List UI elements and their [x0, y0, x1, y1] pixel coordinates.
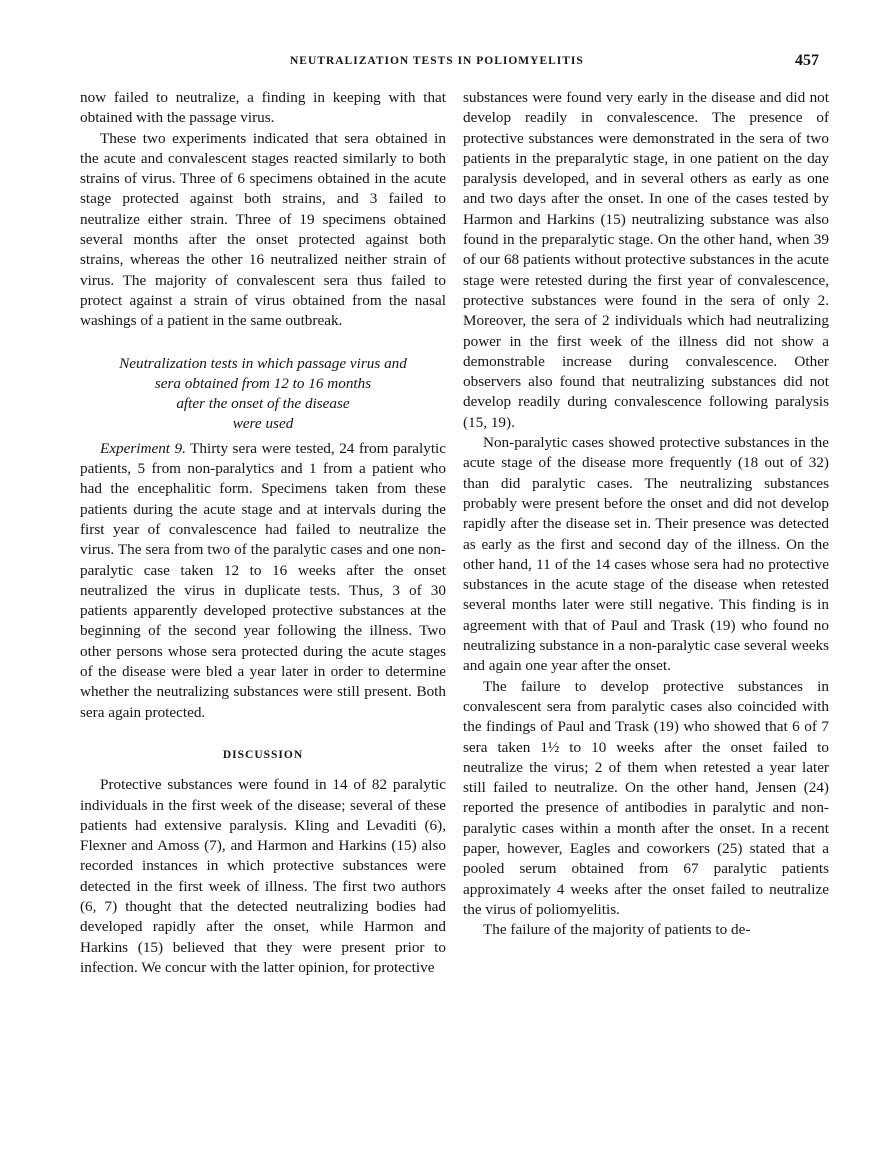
subheading-line: were used	[232, 415, 294, 433]
subheading-line: Neutralization tests in which passage virus and	[119, 354, 407, 372]
running-head	[0, 52, 890, 74]
paragraph-final-line: The failure of the majority of patients to de-	[483, 921, 751, 939]
paragraph-experiment-9	[80, 439, 446, 723]
discussion-heading: DISCUSSION	[222, 748, 304, 761]
paragraph-convalescent-sera: The failure to develop protective substances in convalescent sera from paralytic cases also coincided with the findings of Paul and Trask (19) who showed that 6 of 7 sera taken 1½ to 10 weeks after the onset failed to neutralize the virus; 2 of them when retested a year later still failed to neutralize. On the other hand, Jensen (24) reported the presence of antibodies in paralytic and non-paralytic cases within a month after the onset. In a recent paper, however, Eagles and coworkers (25) stated that a pooled serum obtained from 67 paralytic patients approximately 4 weeks after the onset failed to neutralize the virus of poliomyelitis.	[463, 677, 829, 918]
experiment-text: Thirty sera were tested, 24 from paralytic patients, 5 from non-paralytics and 1 from a patient who had the encephalitic form. Specimens taken from these patients during the acute stage and at intervals during the first year of convalescence had failed to neutralize the virus. The sera from two of the paralytic cases and one non-paralytic case taken 12 to 16 weeks after the onset neutralized the virus in duplicate tests. Thus, 3 of 30 patients apparently developed protective substances at the beginning of the second year following the illness. Two other persons whose sera protected during the acute stages of the disease were bled a year later in order to determine whether the neutralizing substances were still present. Both sera again protected.	[80, 439, 446, 721]
paragraph-experiments-summary: These two experiments indicated that sera obtained in the acute and convalescent stages reacted similarly to both strains of virus. Three of 6 specimens obtained in the acute stage protected against both strains, and 3 failed to neutralize either strain. Three of 19 specimens obtained several months after the onset protected against both strains, whereas the other 16 neutralized neither strain of virus. The majority of convalescent sera thus failed to protect against a strain of virus obtained from the nasal washings of a patient in the same outbreak.	[80, 129, 446, 330]
section-subheading	[98, 354, 428, 435]
subheading-line: sera obtained from 12 to 16 months	[154, 374, 372, 392]
paragraph-discussion: Protective substances were found in 14 of 82 paralytic individuals in the first week of the disease; several of these patients had extensive paralysis. Kling and Levaditi (6), Flexner and Amoss (7), and Harmon and Harkins (15) also recorded instances in which protective substances were detected in the first week of illness. The first two authors (6, 7) thought that the detected neutralizing bodies had developed rapidly after the onset, while Harmon and Harkins (15) believed that they were present prior to infection. We concur with the latter opinion, for protective	[80, 776, 446, 976]
paragraph-continuation: substances were found very early in the disease and did not develop readily in convalescence. The presence of protective substances were demonstrated in the sera of two patients in the preparalytic stage, in one patient on the day paralysis developed, and in several others as early as one and two days after the onset. In one of the cases tested by Harmon and Harkins (15) neutralizing substance was also found in the preparalytic stage. On the other hand, when 39 of our 68 patients without protective substances in the acute stage were retested during the first year of convalescence, protective substances were found in the sera of only 2. Moreover, the sera of 2 individuals which had neutralizing power in the first week of the illness did not show a demonstrable increase during convalescence. Other observers also found that neutralizing substances did not develop readily during convalescence following paralysis (15, 19).	[463, 89, 829, 431]
paragraph-continuation: now failed to neutralize, a finding in keeping with that obtained with the passage virus.	[80, 89, 446, 127]
right-column	[463, 88, 829, 940]
paragraph-non-paralytic: Non-paralytic cases showed protective substances in the acute stage of the disease more frequently (18 out of 32) than did paralytic cases. The neutralizing substances probably were present before the onset and did not develop rapidly after the disease set in. Their presence was detected as early as the first and second day of the illness. On the other hand, 11 of the 14 cases whose sera had no protective substances in the acute stage of the disease when retested several months later were still negative. This finding is in agreement with that of Paul and Trask (19) who found no neutralizing substance in a non-paralytic case several weeks and again one year after the onset.	[463, 434, 829, 675]
subheading-line: after the onset of the disease	[176, 395, 350, 413]
running-title: NEUTRALIZATION TESTS IN POLIOMYELITIS	[290, 55, 584, 67]
left-column	[80, 88, 446, 978]
page-number: 457	[795, 52, 819, 69]
experiment-label: Experiment 9.	[100, 439, 186, 457]
